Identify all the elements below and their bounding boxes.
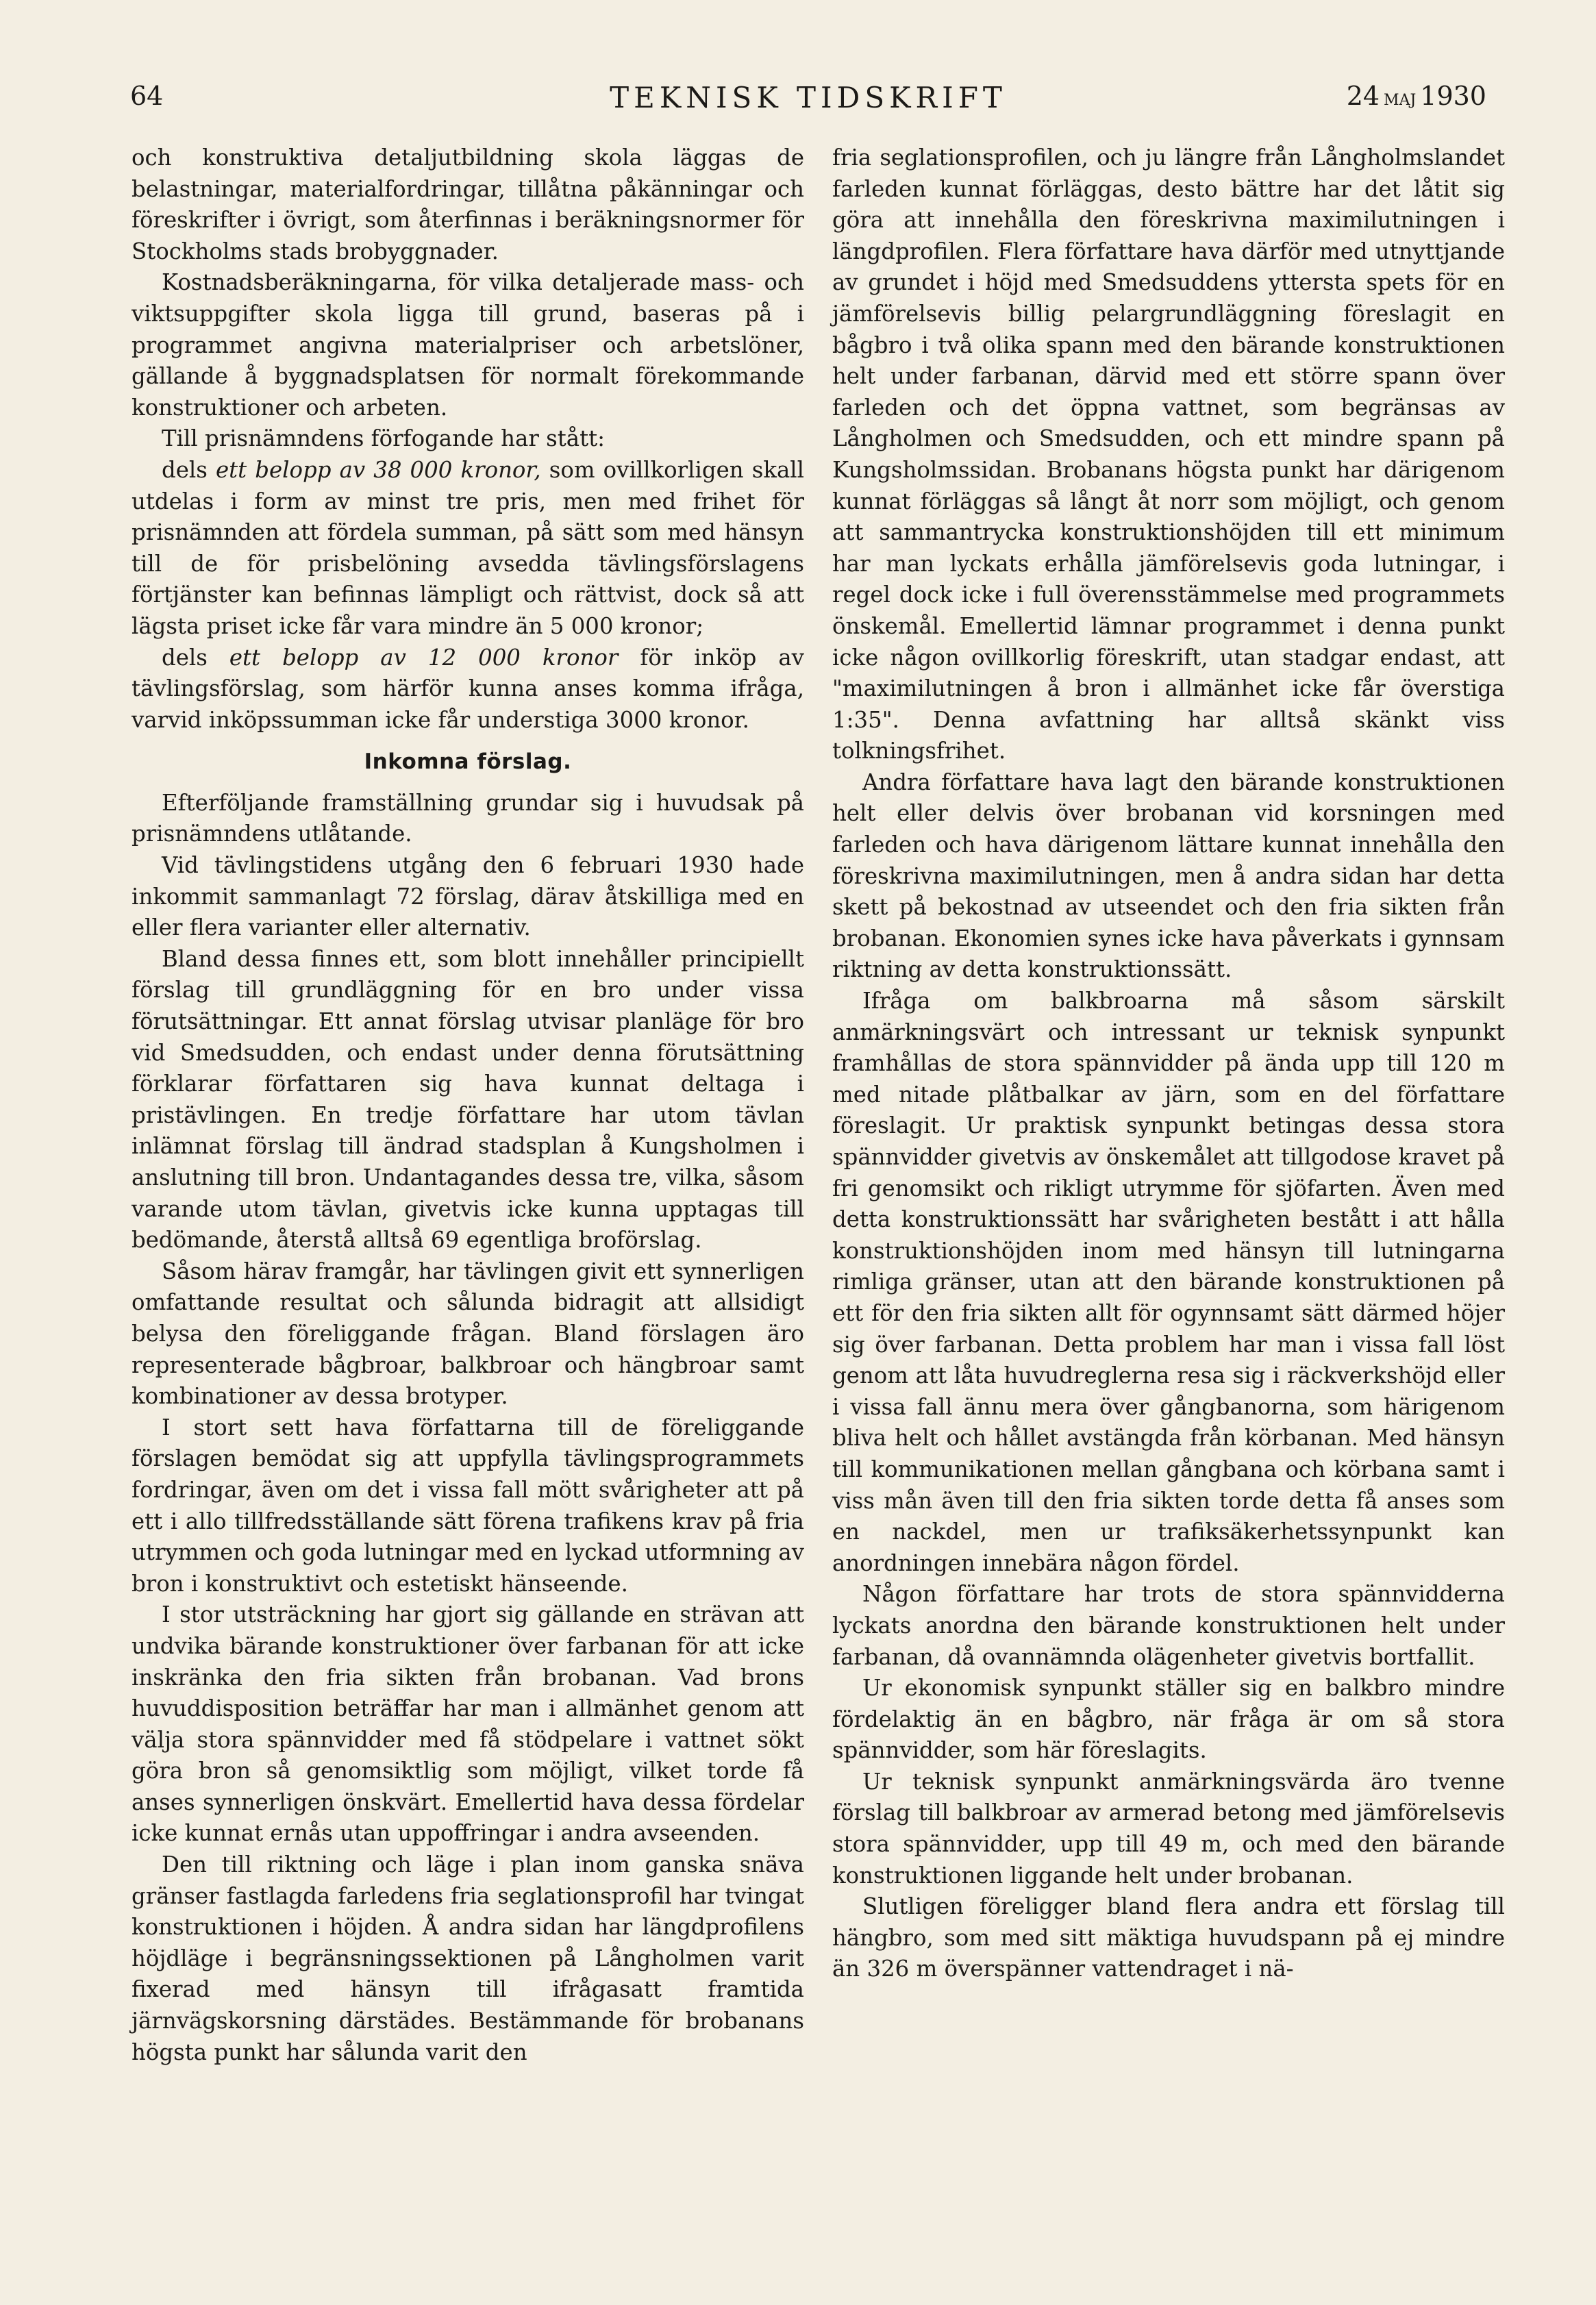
- running-header: [130, 81, 1486, 122]
- paragraph: Efterföljande framställning grundar sig i huvudsak på prisnämndens utlåtande.: [132, 789, 804, 847]
- issue-date-year: 1930: [1420, 81, 1486, 111]
- paragraph: Till prisnämndens förfogande har stått:: [162, 425, 606, 452]
- paragraph: Ifråga om balkbroarna må såsom särskilt anmärkningsvärt och intressant ur teknisk synpunkt framhållas de stora spännvidder på ända upp till 120 m med nitade plåtbalkar av järn, som en del författare föreslagit. Ur praktisk synpunkt betingas dessa stora spännvidder givetvis av önskemålet att tillgodose kravet på fri genomsikt och rikligt utrymme för sjöfarten. Även med detta konstruktionssätt har svårigheten bestått i att hålla konstruktionshöjden inom med hänsyn till lutningarna rimliga gränser, utan att den bärande konstruktionen på ett för den fria sikten allt för ogynnsamt sätt därmed höjer sig över farbanan. Detta problem har man i vissa fall löst genom att låta huvudreglerna resa sig i räckverkshöjd eller i vissa fall ännu mera över gångbanorna, som härigenom bliva helt och hållet avstängda från körbanan. Med hänsyn till kommunikationen mellan gångbana och körbana samt i viss mån även till den fria sikten torde detta få anses som en nackdel, men ur trafiksäkerhetssynpunkt kan anordningen innebära någon fördel.: [832, 988, 1505, 1576]
- paragraph: Slutligen föreligger bland flera andra ett förslag till hängbro, som med sitt mäktiga huvudspann på ej mindre än 326 m överspänner vattendraget i nä-: [832, 1893, 1505, 1982]
- issue-date-month: maj: [1384, 84, 1417, 110]
- paragraph: och konstruktiva detaljutbildning skola läggas de belastningar, materialfordringar, tillåtna påkänningar och föreskrifter i övrigt, som återfinnas i beräkningsnormer för Stockholms stads brobyggnader.: [132, 145, 804, 264]
- issue-date: [1347, 81, 1486, 111]
- paragraph: [132, 455, 804, 643]
- paragraph: I stort sett hava författarna till de föreliggande förslagen bemödat sig att uppfylla tävlingsprogrammets fordringar, även om det i vissa fall mött svårigheter att på ett i allo tillfredsställande sätt förena trafikens krav på fria utrymmen och goda lutningar med en lyckad utformning av bron i konstruktivt och estetiskt hänseende.: [132, 1414, 804, 1597]
- paragraph: fria seglationsprofilen, och ju längre från Långholmslandet farleden kunnat förläggas, desto bättre har det låtit sig göra att innehålla den föreskrivna maximilutningen i längdprofilen. Flera författare hava därför med utnyttjande av grundet i höjd med Smedsuddens yttersta spets för en jämförelsevis billig pelargrundläggning föreslagit en bågbro i två olika spann med den bärande konstruktionen helt under farbanan, därvid med ett större spann över farleden och det öppna vattnet, som begränsas av Långholmen och Smedsudden, och ett mindre spann på Kungsholmssidan. Brobanans högsta punkt har därigenom kunnat förläggas så långt åt norr som möjligt, och genom att sammantrycka konstruktionshöjden till ett minimum har man lyckats erhålla jämförelsevis goda lutningar, i regel dock icke i full överensstämmelse med programmets önskemål. Emellertid lämnar programmet i denna punkt icke någon ovillkorlig föreskrift, utan stadgar endast, att "maximilutningen å bron i allmänhet icke får överstiga 1:35". Denna avfattning har alltså skänkt viss tolkningsfrihet.: [832, 145, 1505, 764]
- paragraph: Ur teknisk synpunkt anmärkningsvärda äro tvenne förslag till balkbroar av armerad betong med jämförelsevis stora spännvidder, upp till 49 m, och med den bärande konstruktionen liggande helt under brobanan.: [832, 1768, 1505, 1889]
- paragraph: Någon författare har trots de stora spännvidderna lyckats anordna den bärande konstruktionen helt under farbanan, då ovannämnda olägenheter givetvis bortfallit.: [832, 1581, 1505, 1670]
- paragraph: Den till riktning och läge i plan inom ganska snäva gränser fastlagda farledens fria seglationsprofil har tvingat konstruktionen i höjden. Å andra sidan har längdprofilens höjdläge i begränsningssektionen på Långholmen varit fixerad med hänsyn till ifrågasatt framtida järnvägskorsning därstädes. Bestämmande för brobanans högsta punkt har sålunda varit den: [132, 1852, 804, 2065]
- paragraph: [132, 643, 804, 736]
- right-column: [832, 142, 1505, 1985]
- text-run: dels: [162, 456, 216, 483]
- emphasis-text: ett belopp av 12 000 kronor: [229, 644, 619, 671]
- paragraph: Vid tävlingstidens utgång den 6 februari 1930 hade inkommit sammanlagt 72 förslag, därav åtskilliga med en eller flera varianter eller alternativ.: [132, 852, 804, 941]
- page-number: 64: [130, 81, 164, 111]
- paragraph: Bland dessa finnes ett, som blott innehåller principiellt förslag till grundläggning för en bro under vissa förutsättningar. Ett annat förslag utvisar planläge för bro vid Smedsudden, och endast under denna förutsättning förklarar författaren sig hava kunnat deltaga i pristävlingen. En tredje författare har utom tävlan inlämnat förslag till ändrad stadsplan å Kungsholmen i anslutning till bron. Undantagandes dessa tre, vilka, såsom varande utom tävlan, givetvis icke kunna upptagas till bedömande, återstå alltså 69 egentliga broförslag.: [132, 945, 804, 1254]
- paragraph: Ur ekonomisk synpunkt ställer sig en balkbro mindre fördelaktig än en bågbro, när fråga är om så stora spännvidder, som här föreslagits.: [832, 1675, 1505, 1764]
- paragraph: I stor utsträckning har gjort sig gällande en strävan att undvika bärande konstruktioner över farbanan för att icke inskränka den fria sikten från brobanan. Vad brons huvuddisposition beträffar har man i allmänhet genom att välja stora spännvidder med få stödpelare i vattnet sökt göra bron så genomsiktlig som möjligt, vilket torde få anses synnerligen önskvärt. Emellertid hava dessa fördelar icke kunnat ernås utan uppoffringar i andra avseenden.: [132, 1602, 804, 1847]
- emphasis-text: ett belopp av 38 000 kronor,: [215, 456, 541, 483]
- issue-date-day: 24: [1346, 81, 1380, 111]
- text-run: för inköp av tävlingsförslag, som härför kunna anses komma ifråga, varvid inköpssumman icke får understiga 3000 kronor.: [132, 644, 804, 733]
- journal-title: TEKNISK TIDSKRIFT: [610, 81, 1007, 114]
- paragraph: Såsom härav framgår, har tävlingen givit ett synnerligen omfattande resultat och sålunda bidragit att allsidigt belysa den föreliggande frågan. Bland förslagen äro representerade bågbroar, balkbroar och hängbroar samt kombinationer av dessa brotyper.: [132, 1258, 804, 1410]
- section-heading: Inkomna förslag.: [364, 749, 572, 775]
- text-run: dels: [162, 644, 229, 671]
- paragraph: Andra författare hava lagt den bärande konstruktionen helt eller delvis över brobanan vid korsningen med farleden och hava därigenom lättare kunnat innehålla den föreskrivna maximilutningen, men å andra sidan har detta skett på bekostnad av utseendet och den fria sikten från brobanan. Ekonomien synes icke hava påverkats i gynnsam riktning av detta konstruktionssätt.: [832, 769, 1505, 983]
- left-column: [132, 142, 804, 2068]
- text-run: som ovillkorligen skall utdelas i form av minst tre pris, men med frihet för prisnämnden att fördela summan, på sätt som med hänsyn till de för prisbelöning avsedda tävlingsförslagens förtjänster kan befinnas lämpligt och rättvist, dock så att lägsta priset icke får vara mindre än 5 000 kronor;: [132, 456, 804, 639]
- paragraph: Kostnadsberäkningarna, för vilka detaljerade mass- och viktsuppgifter skola ligga till grund, baseras på i programmet angivna materialpriser och arbetslöner, gällande å byggnadsplatsen för normalt förekommande konstruktioner och arbeten.: [132, 269, 804, 421]
